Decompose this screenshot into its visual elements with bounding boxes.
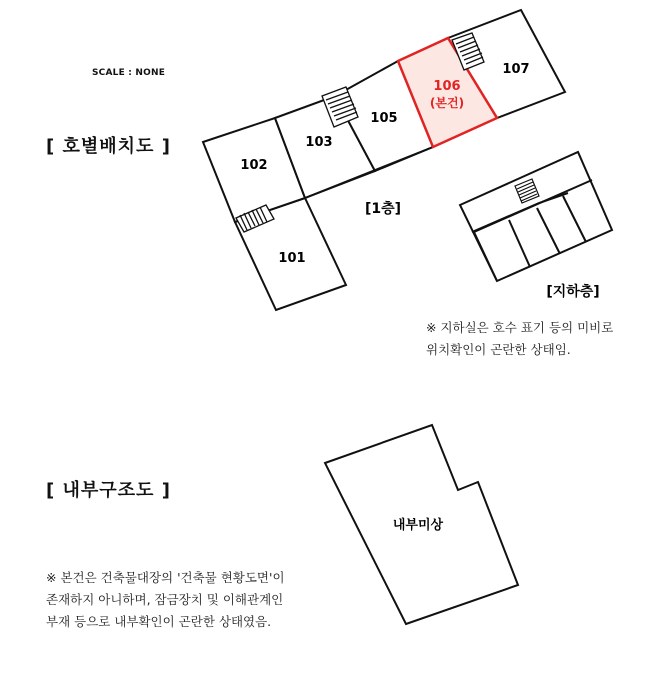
first-floor-label: [1층] (364, 201, 402, 217)
unit-103-label: 103 (305, 135, 333, 150)
interior-structure-title: [ 내부구조도 ] (46, 480, 171, 501)
unit-107-label: 107 (502, 62, 530, 77)
basement-plan (460, 152, 612, 281)
unit-layout-title: [ 호별배치도 ] (46, 136, 171, 157)
interior-unknown-label: 내부미상 (392, 518, 444, 533)
interior-note-line3: 부재 등으로 내부확인이 곤란한 상태였음. (46, 614, 272, 629)
scale-label: SCALE : NONE (92, 68, 166, 78)
basement-note-line2: 위치확인이 곤란한 상태임. (426, 342, 571, 357)
unit-102-label: 102 (240, 158, 268, 173)
interior-note-line1: ※ 본건은 건축물대장의 '건축물 현황도면'이 (46, 570, 285, 585)
basement-note-line1: ※ 지하실은 호수 표기 등의 미비로 (426, 320, 614, 335)
basement-note (426, 317, 613, 361)
interior-note-line2: 존재하지 아니하며, 잠금장치 및 이해관계인 (46, 592, 284, 607)
unit-101-label: 101 (278, 251, 306, 266)
basement-label: [지하층] (546, 284, 600, 300)
unit-106-tag: (본건) (429, 96, 465, 110)
unit-105-label: 105 (370, 111, 398, 126)
interior-note (46, 567, 285, 633)
unit-106-label: 106 (433, 79, 461, 94)
